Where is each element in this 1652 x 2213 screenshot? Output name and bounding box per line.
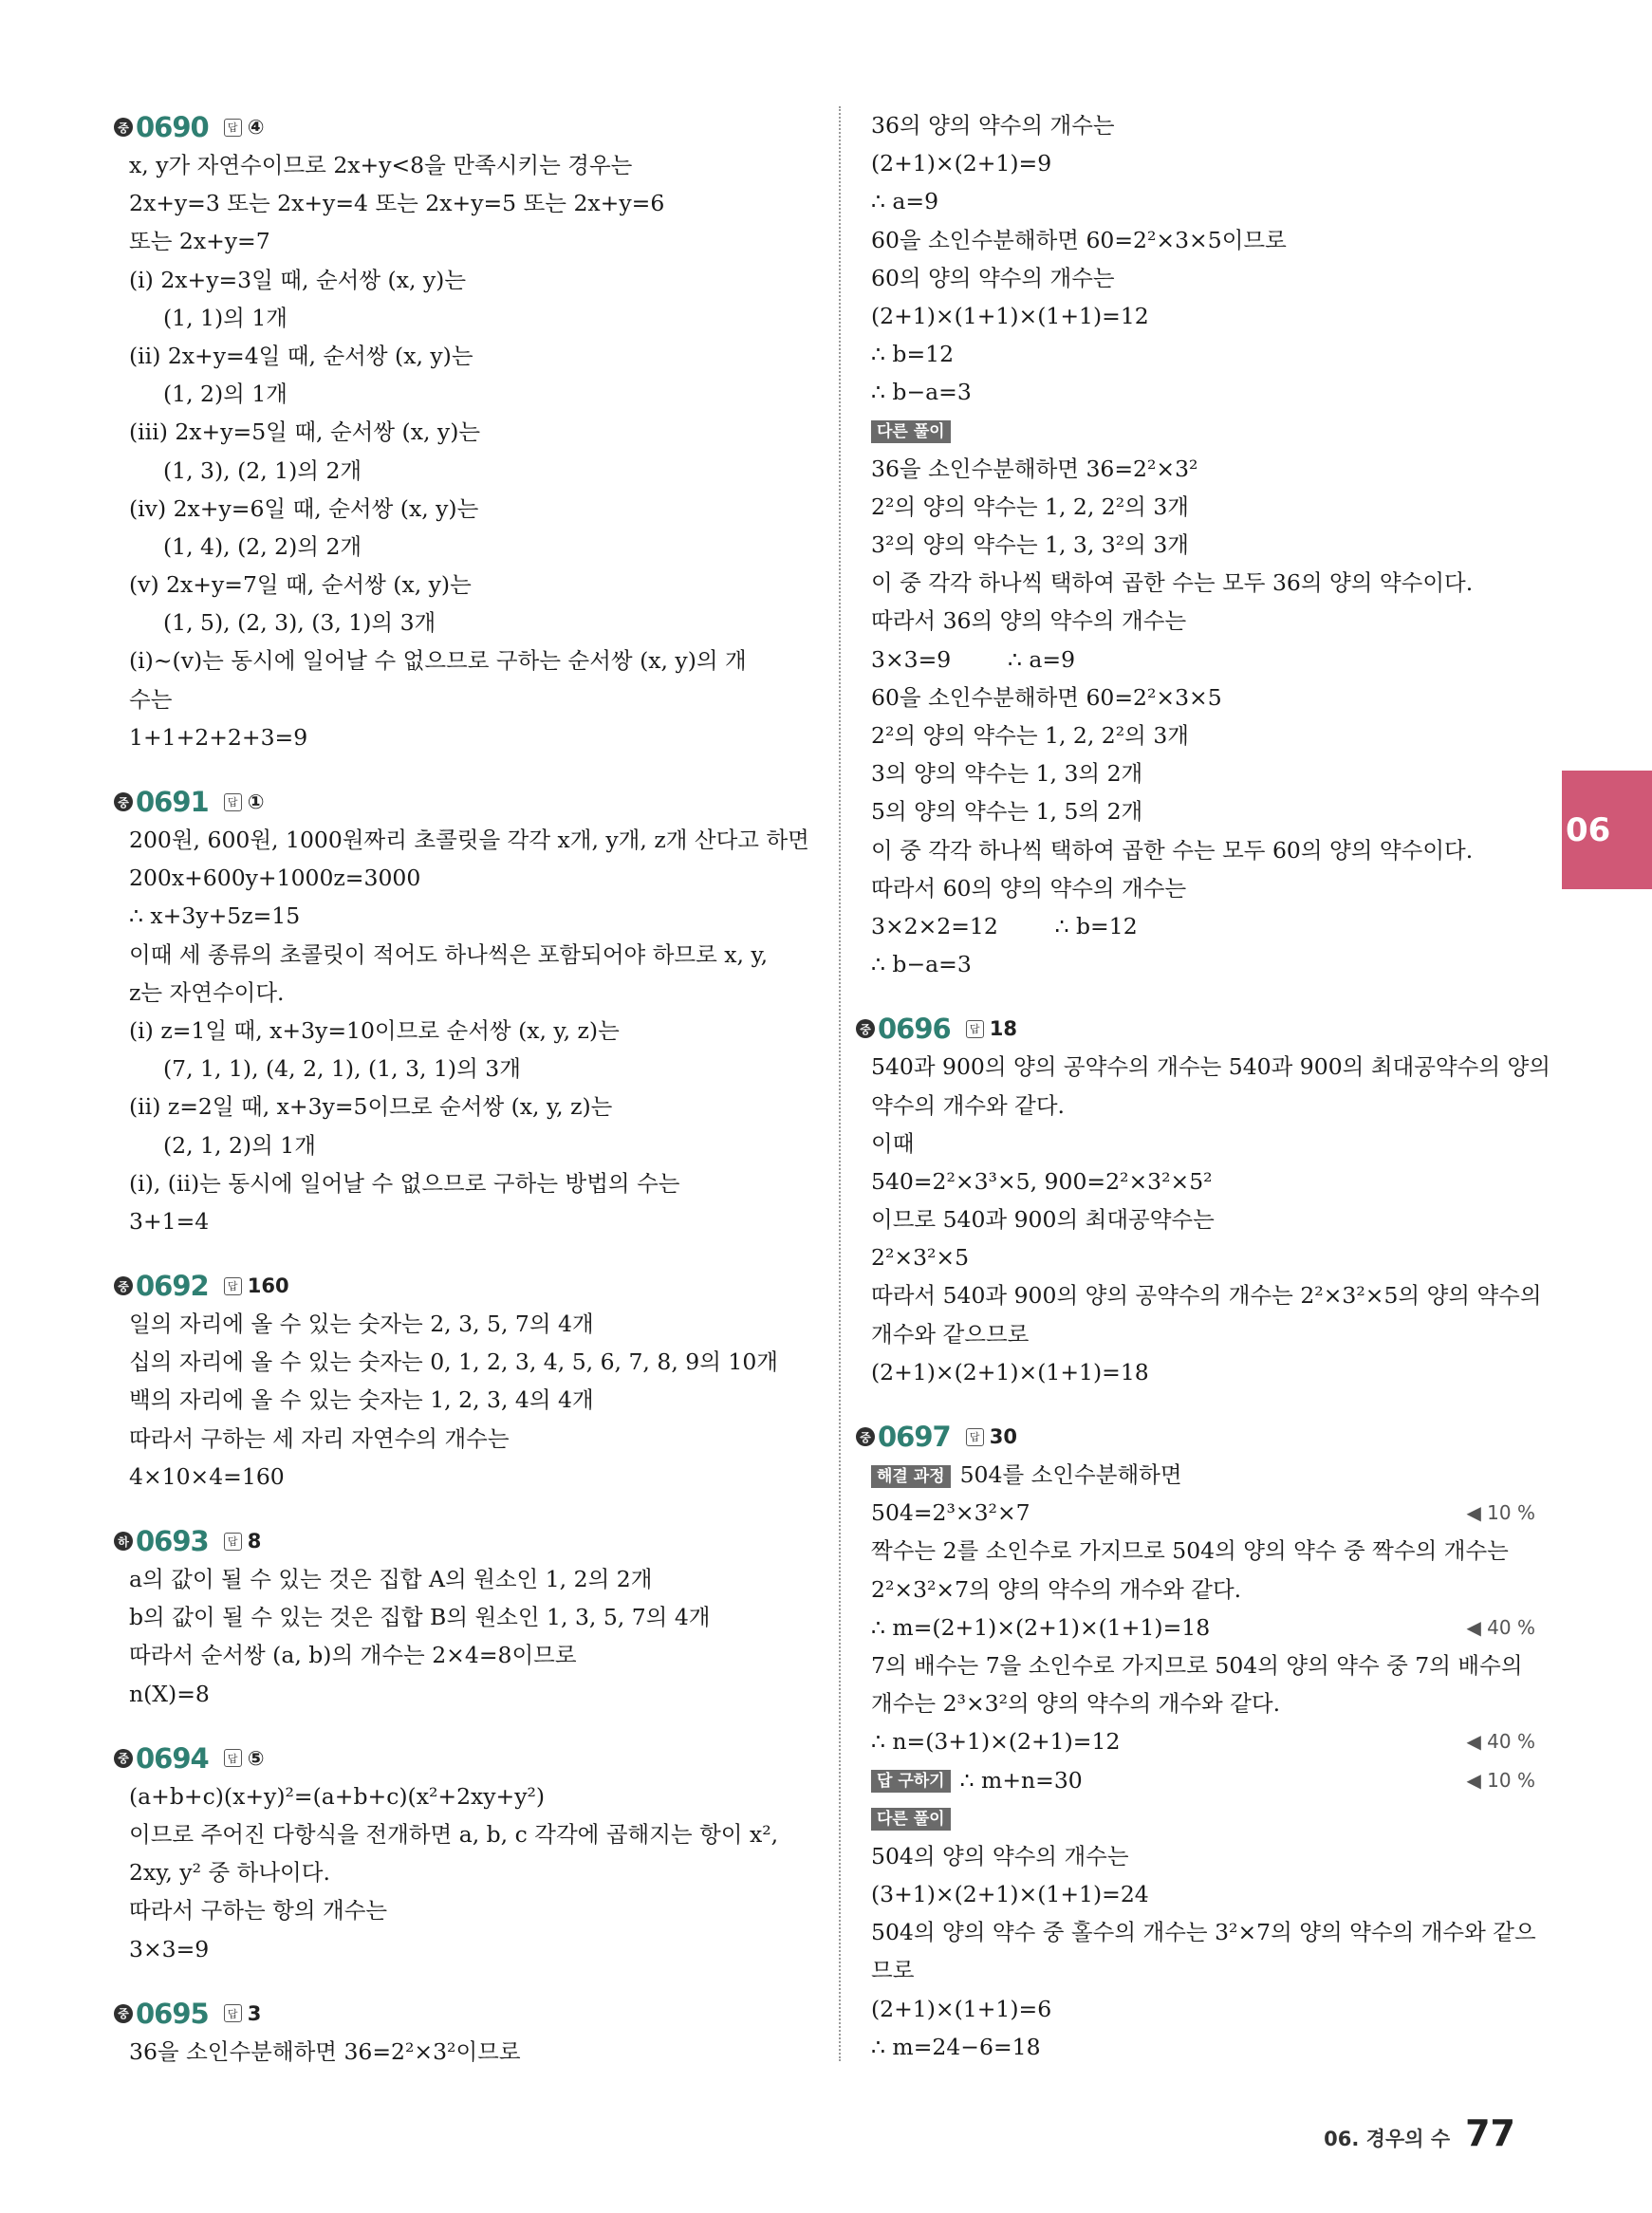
solution-line — [871, 106, 1535, 144]
solution-line — [871, 602, 1535, 640]
solution-text: 또는 2x+y=7 — [129, 228, 270, 255]
solution-text: 2²×3²×7의 양의 약수의 개수와 같다. — [871, 1575, 1242, 1603]
score-percent: ◀ 10 % — [1466, 1768, 1535, 1792]
solution-line — [129, 821, 812, 859]
solution-line — [871, 1125, 1535, 1162]
solution-text: 이므로 주어진 다항식을 전개하면 a, b, c 각각에 곱해지는 항이 x², — [129, 1820, 779, 1848]
solution-text: 이므로 540과 900의 최대공약수는 — [871, 1206, 1215, 1234]
tag-line — [871, 412, 1535, 450]
solution-text: 약수의 개수와 같다. — [871, 1091, 1066, 1119]
solution-line — [871, 1913, 1535, 1951]
solution-text: ∴ x+3y+5z=15 — [129, 902, 301, 930]
solution-text: 3+1=4 — [129, 1207, 210, 1235]
solution-text: 따라서 60의 양의 약수의 개수는 — [871, 874, 1187, 902]
solution-text: 3의 양의 약수는 1, 3의 2개 — [871, 760, 1143, 788]
answer-icon: 답 — [224, 2004, 242, 2022]
problem-number: 0691 — [136, 786, 209, 818]
solution-text: 이 중 각각 하나씩 택하여 곱한 수는 모두 36의 양의 약수이다. — [871, 569, 1474, 597]
solution-text: 5의 양의 약수는 1, 5의 2개 — [871, 798, 1143, 826]
solution-line — [871, 564, 1535, 602]
solution-line — [871, 1684, 1535, 1722]
solution-line — [871, 679, 1535, 716]
solution-line — [871, 1571, 1535, 1609]
solution-line — [871, 945, 1535, 983]
solution-text: x, y가 자연수이므로 2x+y<8을 만족시키는 경우는 — [129, 152, 633, 178]
problem-number: 0693 — [136, 1525, 209, 1557]
solution-text: (ⅰ) 2x+y=3일 때, 순서쌍 (x, y)는 — [129, 266, 467, 293]
solution-line — [129, 642, 812, 679]
solution-line — [129, 490, 812, 528]
solution-line — [129, 184, 812, 222]
solution-text: z는 자연수이다. — [129, 978, 285, 1006]
page-footer — [1324, 2112, 1515, 2154]
solution-line — [871, 1837, 1535, 1875]
solution-text: 3×3=9 ∴ a=9 — [871, 645, 1076, 673]
solution-text: 므로 — [871, 1957, 915, 1984]
solution-line — [871, 1238, 1535, 1276]
solution-text: 504=2³×3²×7 — [871, 1499, 1030, 1527]
solution-line — [871, 2028, 1535, 2066]
solution-line — [871, 259, 1535, 297]
solution-text: (2+1)×(2+1)=9 — [871, 150, 1052, 177]
answer-icon: 답 — [224, 1533, 242, 1551]
solution-line — [871, 1353, 1535, 1391]
solution-text: 2²×3²×5 — [871, 1244, 970, 1272]
solution-text: (ⅲ) 2x+y=5일 때, 순서쌍 (x, y)는 — [129, 418, 481, 446]
solution-text: 200원, 600원, 1000원짜리 초콜릿을 각각 x개, y개, z개 산다고 하면 — [129, 827, 809, 853]
solution-line — [129, 1050, 812, 1088]
solution-text: (1, 1)의 1개 — [163, 304, 288, 331]
answer-value: ⑤ — [247, 1746, 265, 1770]
solution-line — [871, 907, 1535, 945]
solution-line — [129, 1012, 812, 1050]
solution-line — [129, 680, 812, 718]
tag-line — [871, 1799, 1535, 1837]
solution-line — [129, 1381, 812, 1419]
solution-text: ∴ b−a=3 — [871, 379, 972, 406]
solution-text: (1, 3), (2, 1)의 2개 — [163, 456, 362, 484]
problem-number: 0692 — [136, 1270, 209, 1303]
solution-text: 4×10×4=160 — [129, 1462, 285, 1490]
solution-text: ∴ n=(3+1)×(2+1)=12 — [871, 1728, 1121, 1756]
solution-line — [129, 1675, 812, 1713]
solution-line — [129, 566, 812, 604]
solution-line — [871, 1722, 1535, 1760]
solution-text: 이때 세 종류의 초콜릿이 적어도 하나씩은 포함되어야 하므로 x, y, — [129, 940, 769, 968]
solution-line — [129, 718, 812, 756]
solution-line — [871, 831, 1535, 869]
answer-icon: 답 — [966, 1428, 984, 1446]
solution-text: 따라서 구하는 세 자리 자연수의 개수는 — [129, 1424, 510, 1452]
solution-text: ∴ m+n=30 — [959, 1766, 1083, 1794]
solution-tag: 다른 풀이 — [871, 420, 951, 443]
solution-text: 36을 소인수분해하면 36=2²×3² — [871, 455, 1198, 482]
solution-text: 3²의 양의 약수는 1, 3, 3²의 3개 — [871, 531, 1189, 559]
difficulty-badge: 중 — [114, 1749, 133, 1768]
solution-line — [129, 1815, 812, 1853]
solution-text: 504의 양의 약수의 개수는 — [871, 1842, 1129, 1869]
solution-text: (ⅰ)~(ⅴ)는 동시에 일어날 수 없으므로 구하는 순서쌍 (x, y)의 개 — [129, 647, 747, 675]
solution-line — [129, 1088, 812, 1125]
problem-header — [118, 1993, 812, 2035]
solution-line — [871, 526, 1535, 564]
solution-text: 따라서 540과 900의 양의 공약수의 개수는 2²×3²×5의 양의 약수의 — [871, 1282, 1542, 1310]
problem-header — [118, 781, 812, 823]
solution-text: 3×2×2=12 ∴ b=12 — [871, 912, 1138, 939]
solution-text: ∴ m=(2+1)×(2+1)×(1+1)=18 — [871, 1613, 1211, 1641]
answer-value: 3 — [247, 2001, 262, 2025]
solution-line — [129, 1891, 812, 1929]
solution-line — [871, 335, 1535, 373]
solution-line — [871, 450, 1535, 488]
solution-line — [871, 754, 1535, 792]
solution-text: a의 값이 될 수 있는 것은 집합 A의 원소인 1, 2의 2개 — [129, 1566, 653, 1592]
solution-text: 540과 900의 양의 공약수의 개수는 540과 900의 최대공약수의 양의 — [871, 1053, 1550, 1081]
solution-text: b의 값이 될 수 있는 것은 집합 B의 원소인 1, 3, 5, 7의 4개 — [129, 1604, 711, 1631]
solution-line — [129, 146, 812, 184]
problem-number: 0695 — [136, 1997, 209, 2030]
solution-line — [129, 337, 812, 375]
solution-text: 60을 소인수분해하면 60=2²×3×5 — [871, 683, 1222, 711]
solution-line — [871, 1048, 1550, 1086]
solution-text: (ⅰ) z=1일 때, x+3y=10이므로 순서쌍 (x, y, z)는 — [129, 1016, 620, 1044]
problem-header — [118, 1520, 812, 1562]
answer-value: 8 — [247, 1530, 262, 1553]
solution-text: 540=2²×3³×5, 900=2²×3²×5² — [871, 1167, 1213, 1195]
solution-line — [871, 869, 1535, 907]
solution-line — [871, 297, 1535, 335]
solution-line — [871, 1162, 1535, 1200]
answer-value: 18 — [989, 1017, 1017, 1041]
difficulty-badge: 하 — [114, 1532, 133, 1551]
solution-line — [129, 974, 812, 1012]
solution-text: ∴ b=12 — [871, 341, 955, 368]
solution-line — [129, 604, 812, 642]
solution-text: 200x+600y+1000z=3000 — [129, 865, 421, 892]
solution-line — [871, 716, 1535, 754]
solution-line — [129, 1126, 812, 1164]
solution-text: 따라서 순서쌍 (a, b)의 개수는 2×4=8이므로 — [129, 1642, 577, 1669]
problem-header — [860, 1008, 1535, 1050]
column-divider — [839, 106, 841, 2061]
solution-line — [871, 182, 1535, 220]
solution-text: 이 중 각각 하나씩 택하여 곱한 수는 모두 60의 양의 약수이다. — [871, 836, 1474, 864]
solution-tag: 해결 과정 — [871, 1465, 951, 1488]
solution-text: (7, 1, 1), (4, 2, 1), (1, 3, 1)의 3개 — [163, 1055, 521, 1083]
solution-text: 일의 자리에 올 수 있는 숫자는 2, 3, 5, 7의 4개 — [129, 1311, 594, 1338]
solution-text: 짝수는 2를 소인수로 가지므로 504의 양의 약수 중 짝수의 개수는 — [871, 1537, 1509, 1565]
solution-text: (2, 1, 2)의 1개 — [163, 1131, 316, 1159]
solution-line — [871, 1087, 1535, 1125]
solution-text: 따라서 36의 양의 약수의 개수는 — [871, 607, 1187, 635]
answer-icon: 답 — [966, 1020, 984, 1038]
solution-text: 36의 양의 약수의 개수는 — [871, 112, 1115, 139]
solution-text: 십의 자리에 올 수 있는 숫자는 0, 1, 2, 3, 4, 5, 6, 7, 8, 9의 10개 — [129, 1348, 778, 1376]
difficulty-badge: 중 — [856, 1427, 875, 1446]
answer-icon: 답 — [224, 1277, 242, 1295]
solution-line — [871, 1315, 1535, 1353]
answer-value: 160 — [247, 1274, 289, 1298]
solution-text: 2²의 양의 약수는 1, 2, 2²의 3개 — [871, 493, 1189, 520]
problem-number: 0690 — [136, 111, 209, 143]
difficulty-badge: 중 — [114, 792, 133, 811]
tag-line — [871, 1456, 1535, 1494]
solution-text: 따라서 구하는 항의 개수는 — [129, 1897, 388, 1925]
solution-line — [129, 2033, 812, 2071]
solution-text: ∴ b−a=3 — [871, 951, 972, 978]
solution-text: (ⅴ) 2x+y=7일 때, 순서쌍 (x, y)는 — [129, 571, 472, 599]
solution-line — [871, 641, 1535, 679]
difficulty-badge: 중 — [114, 118, 133, 137]
solution-text: (2+1)×(1+1)=6 — [871, 1995, 1052, 2022]
solution-line — [871, 1646, 1535, 1684]
solution-text: (1, 2)의 1개 — [163, 381, 288, 408]
solution-text: ∴ a=9 — [871, 188, 939, 215]
solution-text: ∴ m=24−6=18 — [871, 2033, 1041, 2060]
solution-line — [129, 375, 812, 413]
solution-text: 백의 자리에 올 수 있는 숫자는 1, 2, 3, 4의 4개 — [129, 1386, 594, 1414]
solution-line — [871, 1990, 1535, 2028]
right-column — [860, 106, 1550, 2066]
solution-line — [129, 1202, 812, 1240]
chapter-title: 06. 경우의 수 — [1324, 2128, 1451, 2150]
solution-text: 504의 양의 약수 중 홀수의 개수는 3²×7의 양의 약수의 개수와 같으 — [871, 1919, 1536, 1946]
solution-line — [871, 792, 1535, 830]
tag-line — [871, 1761, 1535, 1799]
problem-header — [118, 1265, 812, 1307]
solution-line — [871, 144, 1535, 182]
difficulty-badge: 중 — [114, 2004, 133, 2023]
page-number: 77 — [1465, 2112, 1515, 2154]
solution-text: 2x+y=3 또는 2x+y=4 또는 2x+y=5 또는 2x+y=6 — [129, 190, 665, 217]
solution-line — [129, 222, 812, 260]
solution-line — [129, 261, 812, 299]
solution-text: (ⅱ) 2x+y=4일 때, 순서쌍 (x, y)는 — [129, 342, 473, 369]
solution-text: 수는 — [129, 685, 173, 713]
chapter-tab[interactable]: 06 — [1562, 771, 1652, 889]
answer-icon: 답 — [224, 119, 242, 137]
solution-text: 이때 — [871, 1129, 915, 1157]
solution-line — [129, 1458, 812, 1496]
difficulty-badge: 중 — [114, 1276, 133, 1295]
difficulty-badge: 중 — [856, 1019, 875, 1038]
answer-value: 30 — [989, 1425, 1017, 1448]
solution-text: 개수와 같으므로 — [871, 1320, 1030, 1348]
solution-line — [129, 1420, 812, 1458]
solution-text: 504를 소인수분해하면 — [959, 1461, 1182, 1488]
solution-line — [129, 1343, 812, 1381]
score-percent: ◀ 40 % — [1466, 1615, 1535, 1639]
solution-line — [129, 528, 812, 566]
solution-line — [871, 1951, 1535, 1989]
answer-icon: 답 — [224, 793, 242, 811]
solution-line — [129, 1777, 812, 1815]
solution-line — [129, 1930, 812, 1968]
solution-line — [129, 452, 812, 490]
solution-line — [129, 1305, 812, 1343]
score-percent: ◀ 40 % — [1466, 1730, 1535, 1754]
solution-text: (2+1)×(2+1)×(1+1)=18 — [871, 1358, 1149, 1385]
solution-text: 60을 소인수분해하면 60=2²×3×5이므로 — [871, 226, 1287, 253]
solution-line — [871, 1532, 1535, 1570]
score-percent: ◀ 10 % — [1466, 1501, 1535, 1525]
solution-text: (ⅱ) z=2일 때, x+3y=5이므로 순서쌍 (x, y, z)는 — [129, 1093, 613, 1121]
solution-line — [129, 413, 812, 451]
solution-text: 7의 배수는 7을 소인수로 가지므로 504의 양의 약수 중 7의 배수의 — [871, 1651, 1523, 1679]
solution-tag: 다른 풀이 — [871, 1808, 951, 1831]
solution-text: (a+b+c)(x+y)²=(a+b+c)(x²+2xy+y²) — [129, 1782, 546, 1810]
solution-text: (ⅰ), (ⅱ)는 동시에 일어날 수 없으므로 구하는 방법의 수는 — [129, 1169, 680, 1197]
problem-header — [860, 1416, 1535, 1458]
left-column — [118, 106, 812, 2071]
answer-value: ④ — [247, 116, 265, 139]
solution-line — [871, 1609, 1535, 1646]
solution-text: (1, 4), (2, 2)의 2개 — [163, 532, 362, 560]
solution-line — [871, 1276, 1542, 1314]
solution-text: 60의 양의 약수의 개수는 — [871, 264, 1115, 291]
solution-line — [129, 1636, 812, 1674]
solution-line — [871, 221, 1535, 259]
solution-tag: 답 구하기 — [871, 1770, 951, 1793]
solution-text: 3×3=9 — [129, 1935, 210, 1962]
solution-line — [871, 488, 1535, 526]
problem-number: 0697 — [878, 1421, 951, 1453]
problem-number: 0694 — [136, 1741, 209, 1775]
solution-line — [129, 859, 812, 897]
solution-line — [129, 1164, 812, 1202]
answer-value: ① — [247, 790, 265, 813]
solution-text: n(X)=8 — [129, 1680, 210, 1707]
solution-line — [129, 1853, 812, 1891]
solution-line — [129, 897, 812, 935]
solution-text: (2+1)×(1+1)×(1+1)=12 — [871, 302, 1149, 329]
solution-line — [871, 1494, 1535, 1532]
solution-line — [871, 1875, 1535, 1913]
problem-number: 0696 — [878, 1013, 951, 1046]
solution-line — [129, 1598, 812, 1636]
solution-text: 1+1+2+2+3=9 — [129, 723, 308, 751]
solution-text: 2xy, y² 중 하나이다. — [129, 1859, 330, 1887]
answer-icon: 답 — [224, 1749, 242, 1767]
solution-text: 36을 소인수분해하면 36=2²×3²이므로 — [129, 2037, 521, 2065]
solution-line — [871, 1200, 1535, 1238]
solution-line — [871, 373, 1535, 411]
solution-line — [129, 1560, 812, 1598]
solution-text: (ⅳ) 2x+y=6일 때, 순서쌍 (x, y)는 — [129, 494, 479, 522]
problem-header — [118, 106, 812, 148]
solution-line — [129, 936, 812, 974]
solution-text: (3+1)×(2+1)×(1+1)=24 — [871, 1881, 1149, 1908]
solution-text: 2²의 양의 약수는 1, 2, 2²의 3개 — [871, 722, 1189, 749]
solution-text: 개수는 2³×3²의 양의 약수의 개수와 같다. — [871, 1690, 1281, 1718]
problem-header — [118, 1738, 812, 1779]
solution-text: (1, 5), (2, 3), (3, 1)의 3개 — [163, 609, 436, 637]
solution-line — [129, 299, 812, 337]
